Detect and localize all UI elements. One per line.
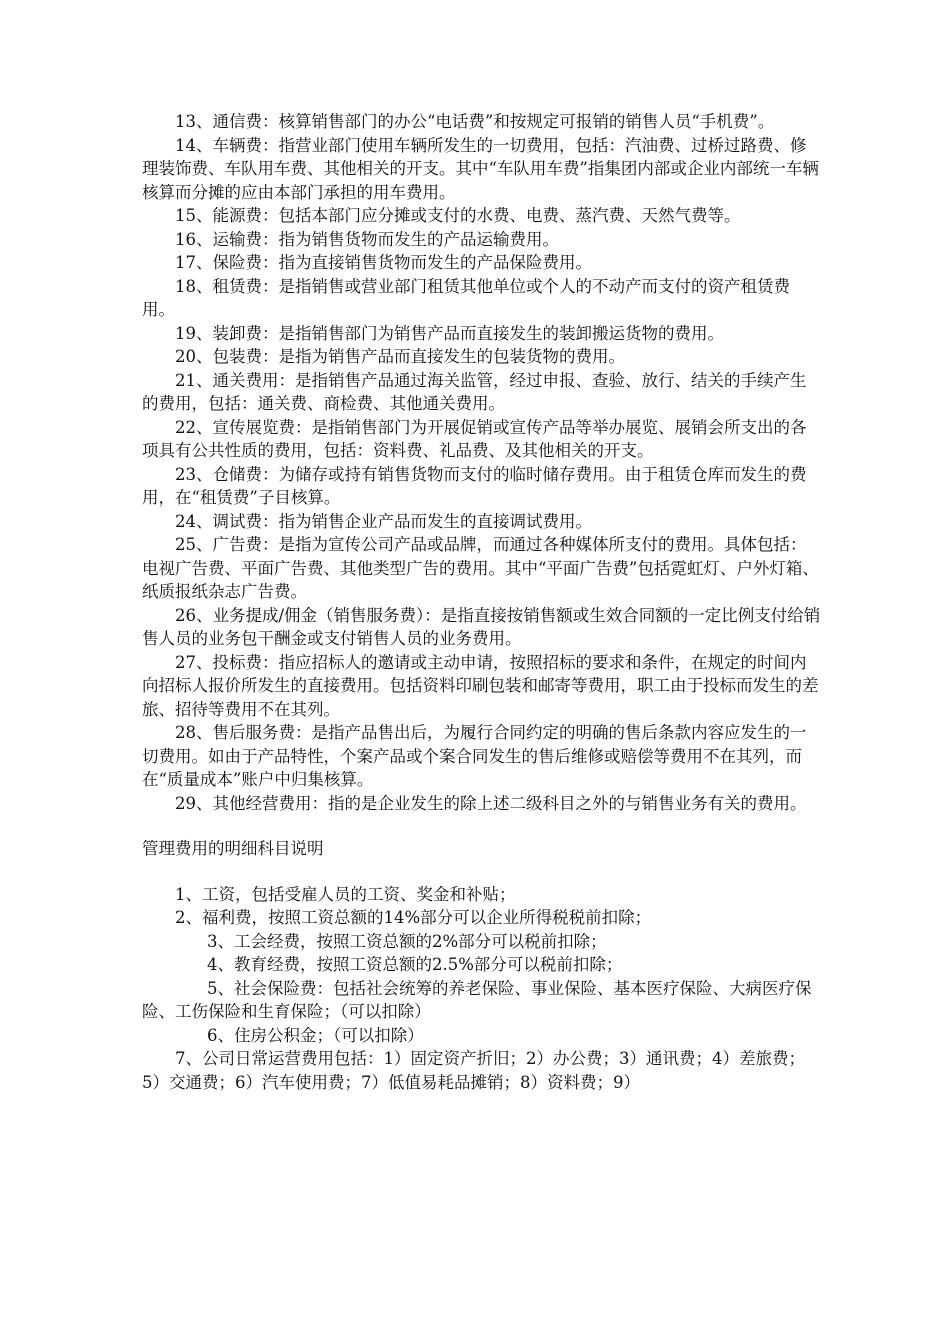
sales-item-13: 13、通信费：核算销售部门的办公“电话费”和按规定可报销的销售人员“手机费”。 (175, 112, 775, 131)
sales-item-22: 22、宣传展览费：是指销售部门为开展促销或宣传产品等举办展览、展销会所支出的各项具有公共性质的费用，包括：资料费、礼品费、及其他相关的开支。 (142, 417, 807, 460)
sales-item-19: 19、装卸费：是指销售部门为销售产品而直接发生的装卸搬运货物的费用。 (175, 323, 724, 343)
sales-item-16: 16、运输费：指为销售货物而发生的产品运输费用。 (175, 229, 559, 249)
mgmt-item-4: 4、教育经费，按照工资总额的2.5%部分可以税前扣除； (207, 955, 623, 974)
document-body (142, 110, 822, 1094)
sales-item-25: 25、广告费：是指为宣传公司产品或品牌，而通过各种媒体所支付的费用。具体包括：电视广告费、平面广告费、其他类型广告的费用。其中“平面广告费”包括霓虹灯、户外灯箱、纸质报纸杂志广告费。 (142, 535, 819, 601)
sales-item-21: 21、通关费用：是指销售产品通过海关监管，经过申报、查验、放行、结关的手续产生的费用，包括：通关费、商检费、其他通关费用。 (142, 370, 807, 413)
mgmt-item-7: 7、公司日常运营费用包括：1）固定资产折旧；2）办公费；3）通讯费；4）差旅费；5）交通费；6）汽车使用费；7）低值易耗品摊销；8）资料费；9） (142, 1049, 805, 1092)
sales-item-14: 14、车辆费：指营业部门使用车辆所发生的一切费用，包括：汽油费、过桥过路费、修理装饰费、车队用车费、其他相关的开支。其中“车队用车费”指集团内部或企业内部统一车辆核算而分摊的应由本部门承担的用车费用。 (142, 135, 819, 202)
mgmt-item-1: 1、工资，包括受雇人员的工资、奖金和补贴； (175, 884, 516, 904)
sales-item-27: 27、投标费：指应招标人的邀请或主动申请，按照招标的要求和条件，在规定的时间内向招标人报价所发生的直接费用。包括资料印刷包装和邮寄等费用，职工由于投标而发生的差旅、招待等费用不在其列。 (142, 652, 819, 719)
sales-item-24: 24、调试费：指为销售企业产品而发生的直接调试费用。 (175, 511, 592, 531)
mgmt-item-5: 5、社会保险费：包括社会统筹的养老保险、事业保险、基本医疗保险、大病医疗保险、工伤保险和生育保险；（可以扣除） (142, 978, 812, 1021)
sales-item-26: 26、业务提成/佣金（销售服务费）：是指直接按销售额或生效合同额的一定比例支付给销售人员的业务包干酬金或支付销售人员的业务费用。 (142, 605, 821, 648)
mgmt-item-3: 3、工会经费，按照工资总额的2%部分可以税前扣除； (207, 931, 607, 951)
section-title: 管理费用的明细科目说明 (142, 839, 324, 858)
sales-item-15: 15、能源费：包括本部门应分摊或支付的水费、电费、蒸汽费、天然气费等。 (175, 206, 741, 225)
sales-item-23: 23、仓储费：为储存或持有销售货物而支付的临时储存费用。由于租赁仓库而发生的费用，在“租赁费”子目核算。 (142, 464, 807, 507)
mgmt-item-6: 6、住房公积金；（可以扣除） (207, 1025, 424, 1045)
sales-item-17: 17、保险费：指为直接销售货物而发生的产品保险费用。 (175, 253, 592, 272)
sales-item-28: 28、售后服务费：是指产品售出后，为履行合同约定的明确的售后条款内容应发生的一切费用。如由于产品特性，个案产品或个案合同发生的售后维修或赔偿等费用不在其列，而在“质量成本”账户中归集核算。 (142, 723, 807, 789)
sales-item-20: 20、包装费：是指为销售产品而直接发生的包装货物的费用。 (175, 347, 625, 366)
sales-item-29: 29、其他经营费用：指的是企业发生的除上述二级科目之外的与销售业务有关的费用。 (175, 793, 807, 813)
sales-item-18: 18、租赁费：是指销售或营业部门租赁其他单位或个人的不动产而支付的资产租赁费用。 (142, 276, 790, 319)
mgmt-item-2: 2、福利费，按照工资总额的14%部分可以企业所得税税前扣除； (175, 908, 652, 927)
